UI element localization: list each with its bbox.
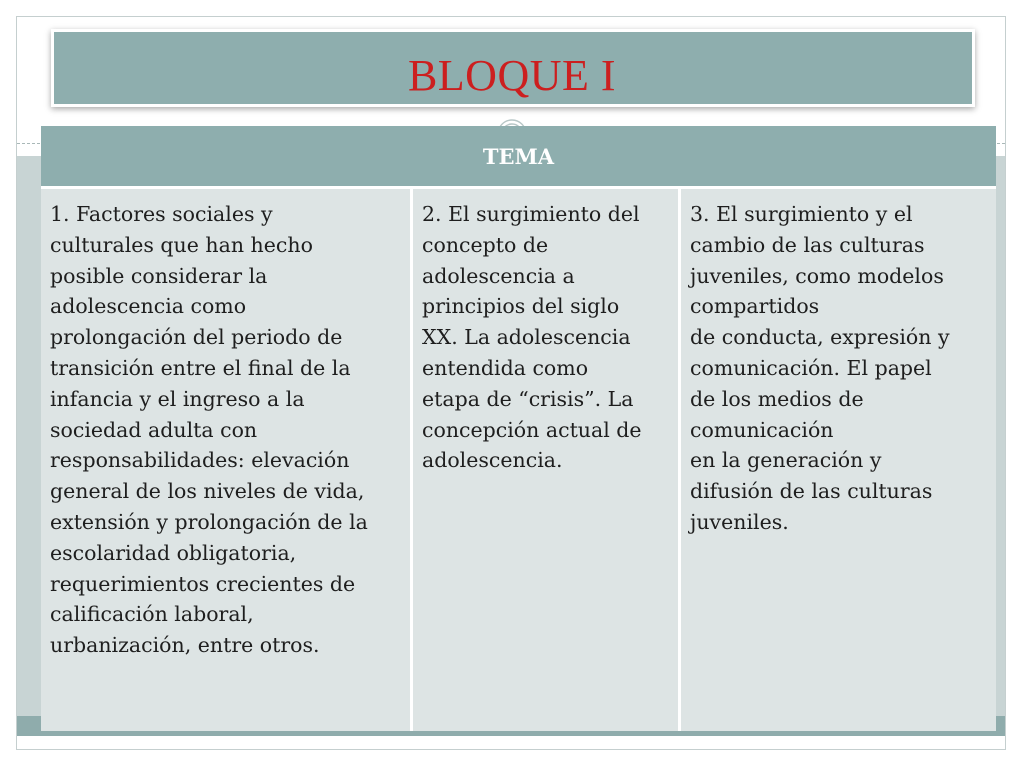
left-side-band — [17, 156, 42, 736]
table-cell-topic-2: 2. El surgimiento del concepto de adolescencia a principios del siglo XX. La adolescencia entendida como etapa de “crisis”. La concepción actual de adolescencia. — [413, 189, 678, 731]
table-cell-topic-1: 1. Factores sociales y culturales que han hecho posible considerar la adolescencia como prolongación del periodo de transición entre el final de la infancia y el ingreso a la sociedad adulta con responsabilidades: elevación general de los niveles de vida, extensión y prolongación de la escolaridad obligatoria, requerimientos crecientes de calificación laboral, urbanización, entre otros. — [41, 189, 410, 731]
right-side-band — [996, 156, 1005, 736]
table-cell-topic-3: 3. El surgimiento y el cambio de las culturas juveniles, como modelos compartidos de conducta, expresión y comunicación. El papel de los medios de comunicación en la generación y difusión de las culturas juveniles. — [681, 189, 996, 731]
table-header-tema: TEMA — [41, 126, 996, 186]
slide-title: BLOQUE I — [407, 51, 617, 100]
topics-table — [41, 126, 996, 731]
